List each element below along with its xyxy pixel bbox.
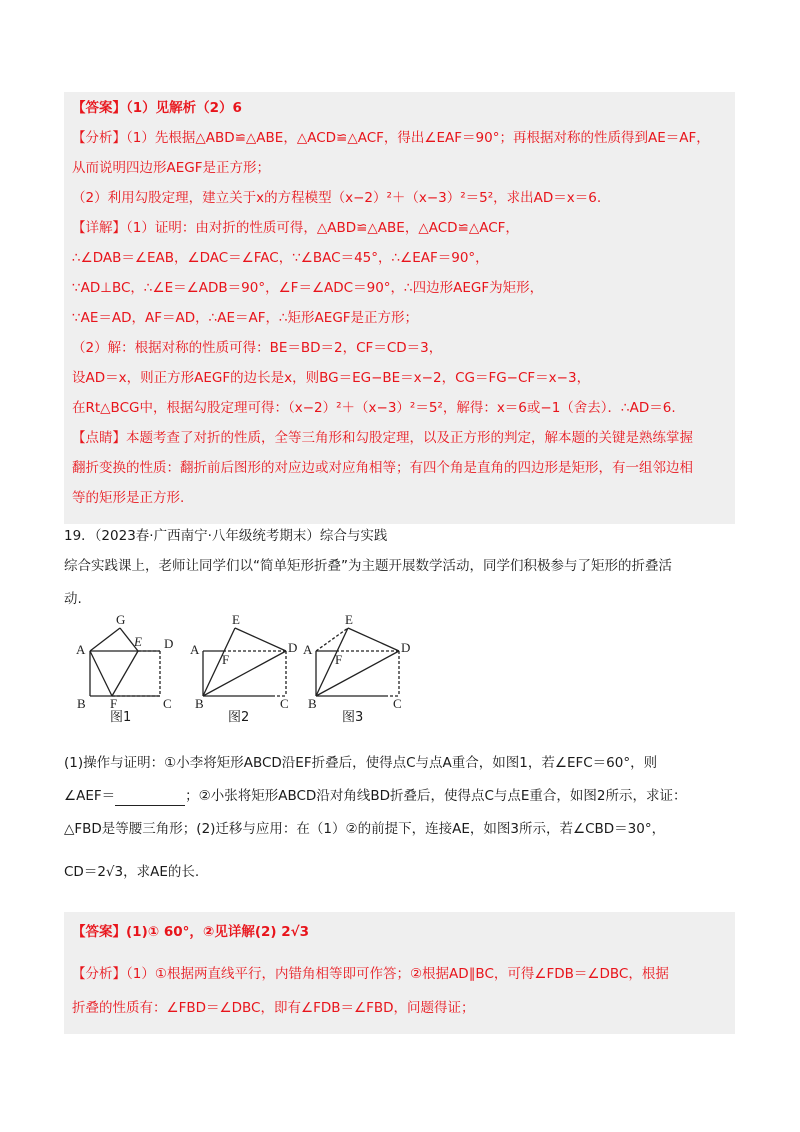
detail-line: 设AD＝x，则正方形AEGF的边长是x，则BG＝EG−BE＝x−2，CG＝FG−CF＝x−3，: [72, 370, 591, 386]
detail-line: ∵AD⊥BC，∴∠E＝∠ADB＝90°，∠F＝∠ADC＝90°，∴四边形AEGF为矩形，: [72, 280, 544, 296]
svg-text:E: E: [134, 634, 142, 649]
question-part2: △FBD是等腰三角形；(2)迁移与应用：在（1）②的前提下，连接AE，如图3所示，若∠CBD＝30°，: [64, 821, 666, 837]
svg-text:A: A: [190, 642, 200, 657]
svg-text:D: D: [164, 636, 174, 651]
svg-text:B: B: [77, 696, 86, 711]
detail-line: 在Rt△BCG中，根据勾股定理可得：（x−2）²＋（x−3）²＝5²，解得：x＝6或−1（舍去）．∴AD＝6.: [72, 400, 676, 416]
question-part1: (1)操作与证明：①小李将矩形ABCD沿EF折叠后，使得点C与点A重合，如图1，若∠EFC＝60°，则: [64, 755, 658, 771]
detail-line: （2）解：根据对称的性质可得：BE＝BD＝2，CF＝CD＝3，: [72, 340, 443, 356]
comment-line: 翻折变换的性质：翻折前后图形的对应边或对应角相等；有四个角是直角的四边形是矩形，有一组邻边相: [72, 460, 693, 476]
svg-text:F: F: [335, 652, 343, 667]
question-part1-cont: ；②小张将矩形ABCD沿对角线BD折叠后，使得点C与点E重合，如图2所示，求证：: [185, 788, 687, 804]
svg-text:G: G: [116, 612, 126, 627]
question-part2-given: CD＝2√3，求AE的长.: [64, 864, 200, 880]
detail-line: 【详解】（1）证明：由对折的性质可得，△ABD≌△ABE，△ACD≌△ACF，: [72, 220, 519, 236]
figure-caption: 图1: [110, 710, 132, 725]
figure-2: [190, 612, 297, 711]
answer-panel-1: [64, 92, 735, 524]
detail-line: ∵AE＝AD，AF＝AD，∴AE＝AF，∴矩形AEGF是正方形；: [72, 310, 419, 326]
svg-text:D: D: [288, 640, 298, 655]
svg-text:B: B: [195, 696, 204, 711]
question-header: 19．（2023春·广西南宁·八年级统考期末）综合与实践: [64, 528, 388, 544]
svg-text:B: B: [308, 696, 317, 711]
svg-text:D: D: [401, 640, 411, 655]
svg-text:E: E: [232, 612, 240, 627]
svg-text:E: E: [345, 612, 353, 627]
svg-text:F: F: [110, 696, 118, 711]
answer-panel-2: [64, 912, 735, 1034]
svg-text:A: A: [76, 642, 86, 657]
figure-3: [303, 612, 410, 711]
figure-caption: 图3: [342, 710, 364, 725]
figures: [70, 612, 430, 722]
question-intro: 综合实践课上，老师让同学们以“简单矩形折叠”为主题开展数学活动，同学们积极参与了矩形的折叠活: [64, 558, 672, 574]
detail-line: ∴∠DAB＝∠EAB，∠DAC＝∠FAC，∵∠BAC＝45°，∴∠EAF＝90°，: [72, 250, 489, 266]
svg-text:C: C: [393, 696, 402, 711]
svg-text:C: C: [163, 696, 172, 711]
analysis-line: 【分析】（1）先根据△ABD≌△ABE，△ACD≌△ACF，得出∠EAF＝90°；再根据对称的性质得到AE＝AF，: [72, 130, 710, 146]
analysis-line: 【分析】（1）①根据两直线平行，内错角相等即可作答；②根据AD∥BC，可得∠FDB＝∠DBC，根据: [72, 966, 669, 982]
svg-text:F: F: [222, 652, 230, 667]
angle-aef: ∠AEF＝: [64, 788, 116, 804]
comment-line: 【点睛】本题考查了对折的性质，全等三角形和勾股定理，以及正方形的判定，解本题的关键是熟练掌握: [72, 430, 693, 446]
svg-text:C: C: [280, 696, 289, 711]
analysis-line: （2）利用勾股定理，建立关于x的方程模型（x−2）²＋（x−3）²＝5²，求出AD＝x＝6.: [72, 190, 602, 206]
analysis-line: 从而说明四边形AEGF是正方形；: [72, 160, 270, 176]
svg-text:A: A: [303, 642, 313, 657]
answer-line: 【答案】(1)① 60°，②见详解(2) 2√3: [72, 924, 310, 940]
comment-line: 等的矩形是正方形.: [72, 490, 185, 506]
question-intro: 动.: [64, 591, 82, 607]
figure-caption: 图2: [228, 710, 250, 725]
answer-line: 【答案】（1）见解析（2）6: [72, 100, 242, 116]
question-part1-line2: [64, 786, 687, 806]
answer-blank: [115, 791, 185, 806]
figure-1: [76, 612, 173, 711]
analysis-line: 折叠的性质有：∠FBD＝∠DBC，即有∠FDB＝∠FBD，问题得证；: [72, 1000, 475, 1016]
